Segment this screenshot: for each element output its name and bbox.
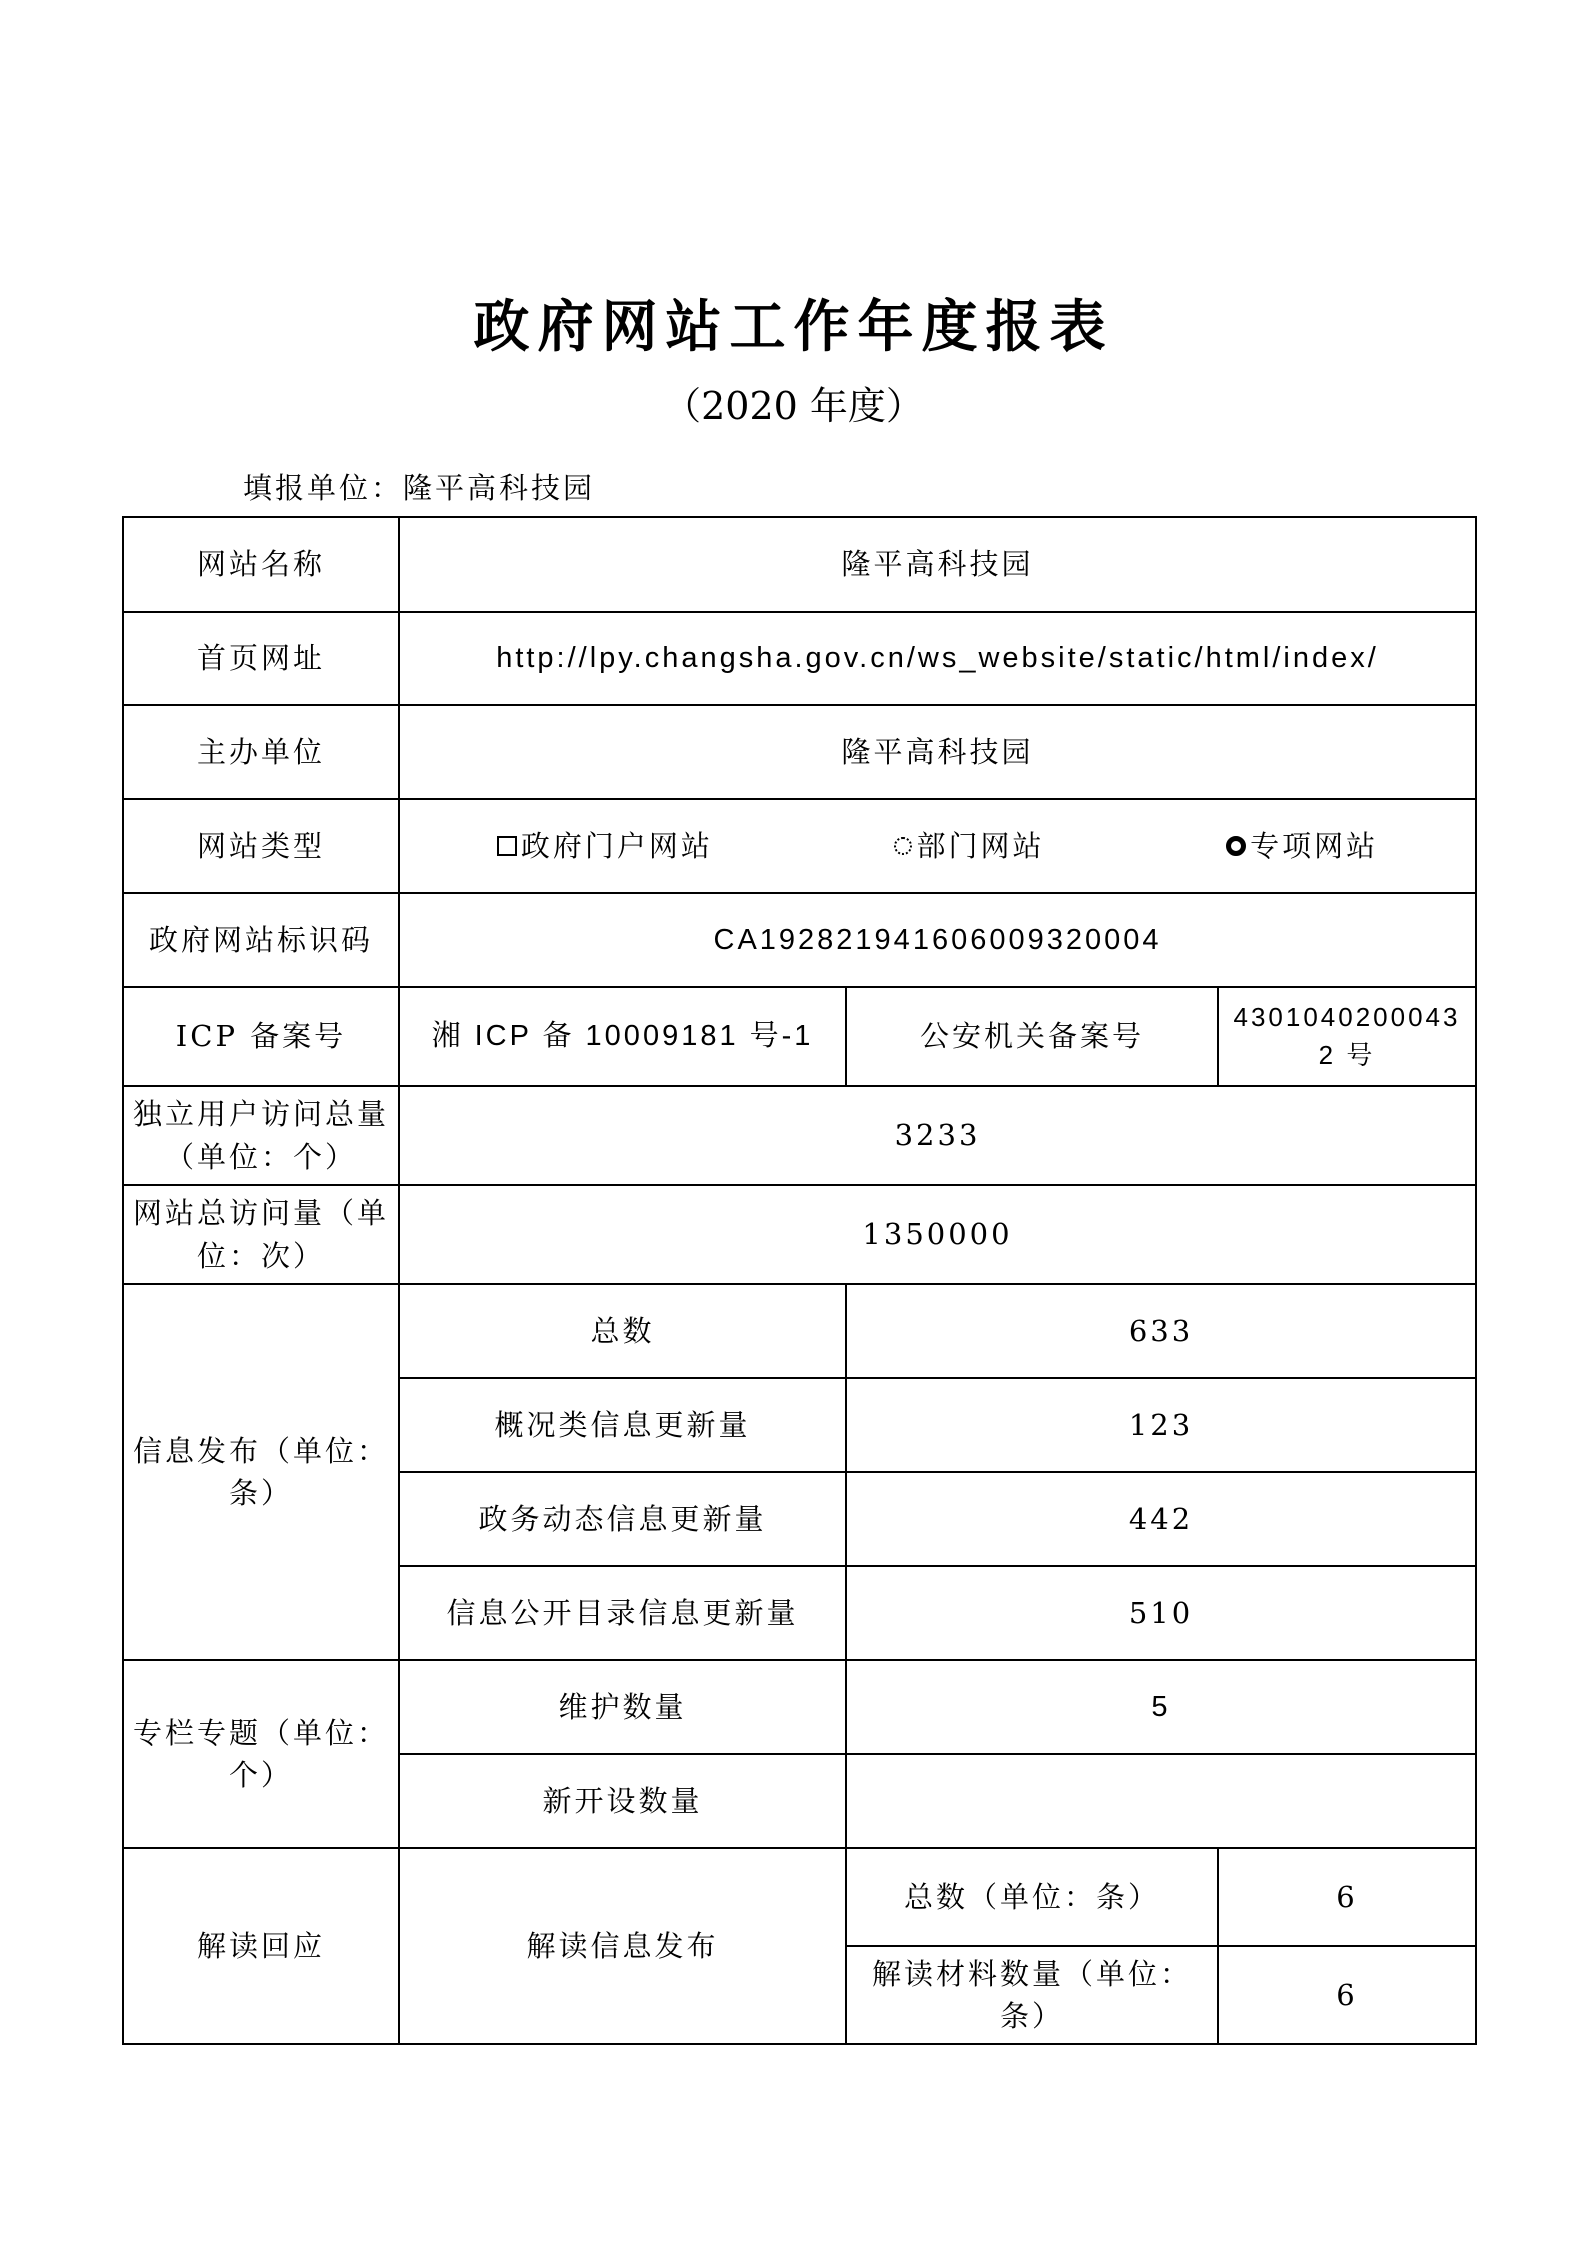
row-columns-maintain — [123, 1660, 1476, 1754]
row-total-visits — [123, 1185, 1476, 1284]
info-publish-label: 信息发布（单位：条） — [123, 1284, 399, 1660]
radio-dotted-icon — [894, 837, 912, 855]
info-total-label: 总数 — [399, 1284, 846, 1378]
site-code-value: CA192821941606009320004 — [399, 893, 1476, 987]
option-government-portal[interactable] — [497, 825, 713, 867]
option-label: 部门网站 — [916, 828, 1045, 863]
row-info-total — [123, 1284, 1476, 1378]
row-unique-visitors — [123, 1086, 1476, 1185]
info-catalog-label: 信息公开目录信息更新量 — [399, 1566, 846, 1660]
info-overview-value: 123 — [846, 1378, 1476, 1472]
row-homepage — [123, 612, 1476, 705]
info-affairs-label: 政务动态信息更新量 — [399, 1472, 846, 1566]
option-department-site[interactable] — [894, 825, 1044, 867]
info-affairs-value: 442 — [846, 1472, 1476, 1566]
sponsor-value: 隆平高科技园 — [399, 705, 1476, 799]
columns-maintain-label: 维护数量 — [399, 1660, 846, 1754]
interpret-total-label: 总数（单位：条） — [846, 1848, 1218, 1946]
site-type-label: 网站类型 — [123, 799, 399, 893]
site-type-options — [399, 799, 1476, 893]
report-table — [122, 516, 1477, 2045]
homepage-url: http://lpy.changsha.gov.cn/ws_website/static/html/index/ — [399, 612, 1476, 705]
police-record-label: 公安机关备案号 — [846, 987, 1218, 1086]
site-name-label: 网站名称 — [123, 517, 399, 612]
total-visits-value: 1350000 — [399, 1185, 1476, 1284]
interpret-label: 解读回应 — [123, 1848, 399, 2044]
interpret-material-label: 解读材料数量（单位：条） — [846, 1946, 1218, 2044]
columns-new-label: 新开设数量 — [399, 1754, 846, 1848]
interpret-material-value: 6 — [1218, 1946, 1476, 2044]
unique-visitors-value: 3233 — [399, 1086, 1476, 1185]
icp-value: 湘 ICP 备 10009181 号-1 — [399, 987, 846, 1086]
info-total-value: 633 — [846, 1284, 1476, 1378]
columns-new-value — [846, 1754, 1476, 1848]
homepage-label: 首页网址 — [123, 612, 399, 705]
checkbox-empty-icon — [497, 836, 517, 856]
site-name-value: 隆平高科技园 — [399, 517, 1476, 612]
interpret-total-value: 6 — [1218, 1848, 1476, 1946]
reporting-unit: 填报单位：隆平高科技园 — [243, 471, 596, 505]
radio-selected-icon — [1226, 836, 1246, 856]
row-site-type — [123, 799, 1476, 893]
option-label: 专项网站 — [1250, 828, 1379, 863]
option-label: 政府门户网站 — [520, 828, 713, 863]
interpret-sub-label: 解读信息发布 — [399, 1848, 846, 2044]
row-site-name — [123, 517, 1476, 612]
row-icp — [123, 987, 1476, 1086]
icp-label: ICP 备案号 — [123, 987, 399, 1086]
page-subtitle: （2020 年度） — [663, 384, 924, 428]
columns-label: 专栏专题（单位：个） — [123, 1660, 399, 1848]
info-overview-label: 概况类信息更新量 — [399, 1378, 846, 1472]
site-code-label: 政府网站标识码 — [123, 893, 399, 987]
sponsor-label: 主办单位 — [123, 705, 399, 799]
row-interpret-total — [123, 1848, 1476, 1946]
option-special-site[interactable] — [1226, 825, 1378, 867]
unique-visitors-label: 独立用户访问总量（单位：个） — [123, 1086, 399, 1185]
page-title: 政府网站工作年度报表 — [473, 294, 1114, 360]
total-visits-label: 网站总访问量（单位：次） — [123, 1185, 399, 1284]
info-catalog-value: 510 — [846, 1566, 1476, 1660]
row-site-code — [123, 893, 1476, 987]
police-record-value: 4301040200043 2 号 — [1218, 987, 1476, 1086]
columns-maintain-value: 5 — [846, 1660, 1476, 1754]
row-sponsor — [123, 705, 1476, 799]
